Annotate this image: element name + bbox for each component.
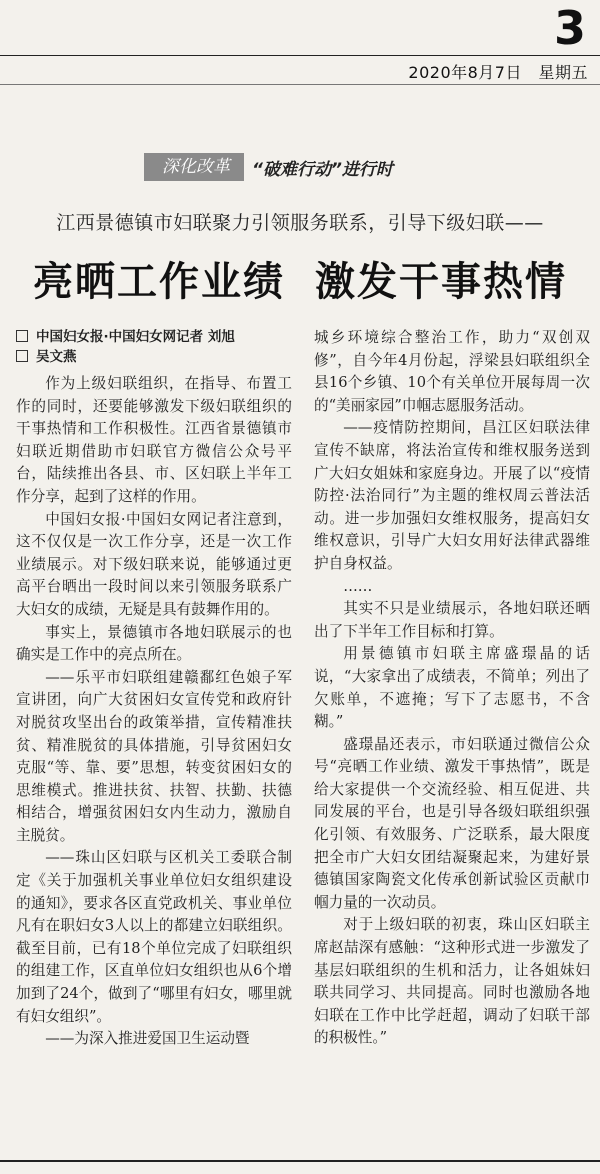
paragraph: 事实上，景德镇市各地妇联展示的也确实是工作中的亮点所在。 [16,623,292,664]
headline-part-2: 激发干事热情 [315,258,567,305]
article-headline [0,250,600,307]
masthead-rule [0,55,600,56]
paragraph: ——疫情防控期间，昌江区妇联法律宣传不缺席，将法治宣传和维权服务送到广大妇女姐妹和家庭身边。开展了以“疫情防控·法治同行”为主题的维权周云普法活动。进一步加强妇女维权服务，提高妇女维权意识，引导广大妇女用好法律武器维护自身权益。 [314,419,590,572]
dateline: 2020年8月7日 星期五 [408,63,588,82]
paragraph: ——珠山区妇联与区机关工委联合制定《关于加强机关事业单位妇女组织建设的通知》，要求各区直党政机关、事业单位凡有在职妇女3人以上的都建立妇联组织。截至目前，已有18个单位完成了妇联组织的组建工作，区直单位妇女组织也从6个增加到了24个，做到了“哪里有妇女，哪里就有妇女组织”。 [16,849,292,1025]
paragraph: ——为深入推进爱国卫生运动暨 [45,1030,250,1048]
article-kicker: 江西景德镇市妇联聚力引领服务联系，引导下级妇联—— [56,212,544,234]
footer-rule [0,1160,600,1162]
column-banner [144,153,393,181]
paragraph: 用景德镇市妇联主席盛璟晶的话说，“大家拿出了成绩表，不简单；列出了欠账单，不遮掩；写下了志愿书，不含糊。” [314,645,590,731]
paragraph: 作为上级妇联组织，在指导、布置工作的同时，还要能够激发下级妇联组织的干事热情和工作积极性。江西省景德镇市妇联近期借助市妇联官方微信公众号平台，陆续推出各县、市、区妇联上半年工作分享，起到了这样的作用。 [16,375,292,505]
paragraph: ——乐平市妇联组建赣鄱红色娘子军宣讲团，向广大贫困妇女宣传党和政府针对脱贫攻坚出台的政策举措，宣传精准扶贫、精准脱贫的具体措施，引导贫困妇女克服“等、靠、要”思想，转变贫困妇女的思维模式。推进扶贫、扶智、扶勤、扶德相结合，增强贫困妇女内生动力，激励自主脱贫。 [16,668,292,844]
byline [16,327,292,367]
article-column-left [16,327,292,1051]
byline-line-2: 吴文燕 [36,349,77,365]
paragraph: 对于上级妇联的初衷，珠山区妇联主席赵喆深有感触：“这种形式进一步激发了基层妇联组织的生机和活力，让各姐妹妇联共同学习、共同提高。同时也激励各地妇联在工作中比学赶超，调动了妇联干部的积极性。” [314,916,590,1047]
byline-box-icon [16,330,28,342]
paragraph: 其实不只是业绩展示，各地妇联还晒出了下半年工作目标和打算。 [314,600,590,640]
column-subtitle: “破难行动”进行时 [252,159,393,180]
paragraph: 中国妇女报·中国妇女网记者注意到，这不仅仅是一次工作分享，还是一次工作业绩展示。对下级妇联来说，能够通过更高平台晒出一段时间以来引领服务联系广大妇女的成绩，无疑是具有鼓舞作用的。 [16,510,292,618]
paragraph: 城乡环境综合整治工作，助力“双创双修”，自今年4月份起，浮梁县妇联组织全县16个乡镇、10个有关单位开展每周一次的“美丽家园”巾帼志愿服务活动。 [314,329,590,414]
headline-part-1: 亮晒工作业绩 [33,258,285,305]
page-number: 3 [553,1,586,55]
paragraph: …… [343,577,373,595]
dateline-divider [0,84,600,85]
byline-line-1: 中国妇女报·中国妇女网记者 刘旭 [36,329,235,345]
article-column-right [314,327,590,1050]
paragraph: 盛璟晶还表示，市妇联通过微信公众号“亮晒工作业绩、激发干事热情”，既是给大家提供一个交流经验、相互促进、共同发展的平台，也是引导各级妇联组织强化引领、有效服务、广泛联系，最大限度把全市广大妇女团结凝聚起来，为建好景德镇国家陶瓷文化传承创新试验区贡献巾帼力量的一次动员。 [314,735,590,911]
byline-box-icon [16,350,28,362]
column-tag: 深化改革 [144,153,244,181]
